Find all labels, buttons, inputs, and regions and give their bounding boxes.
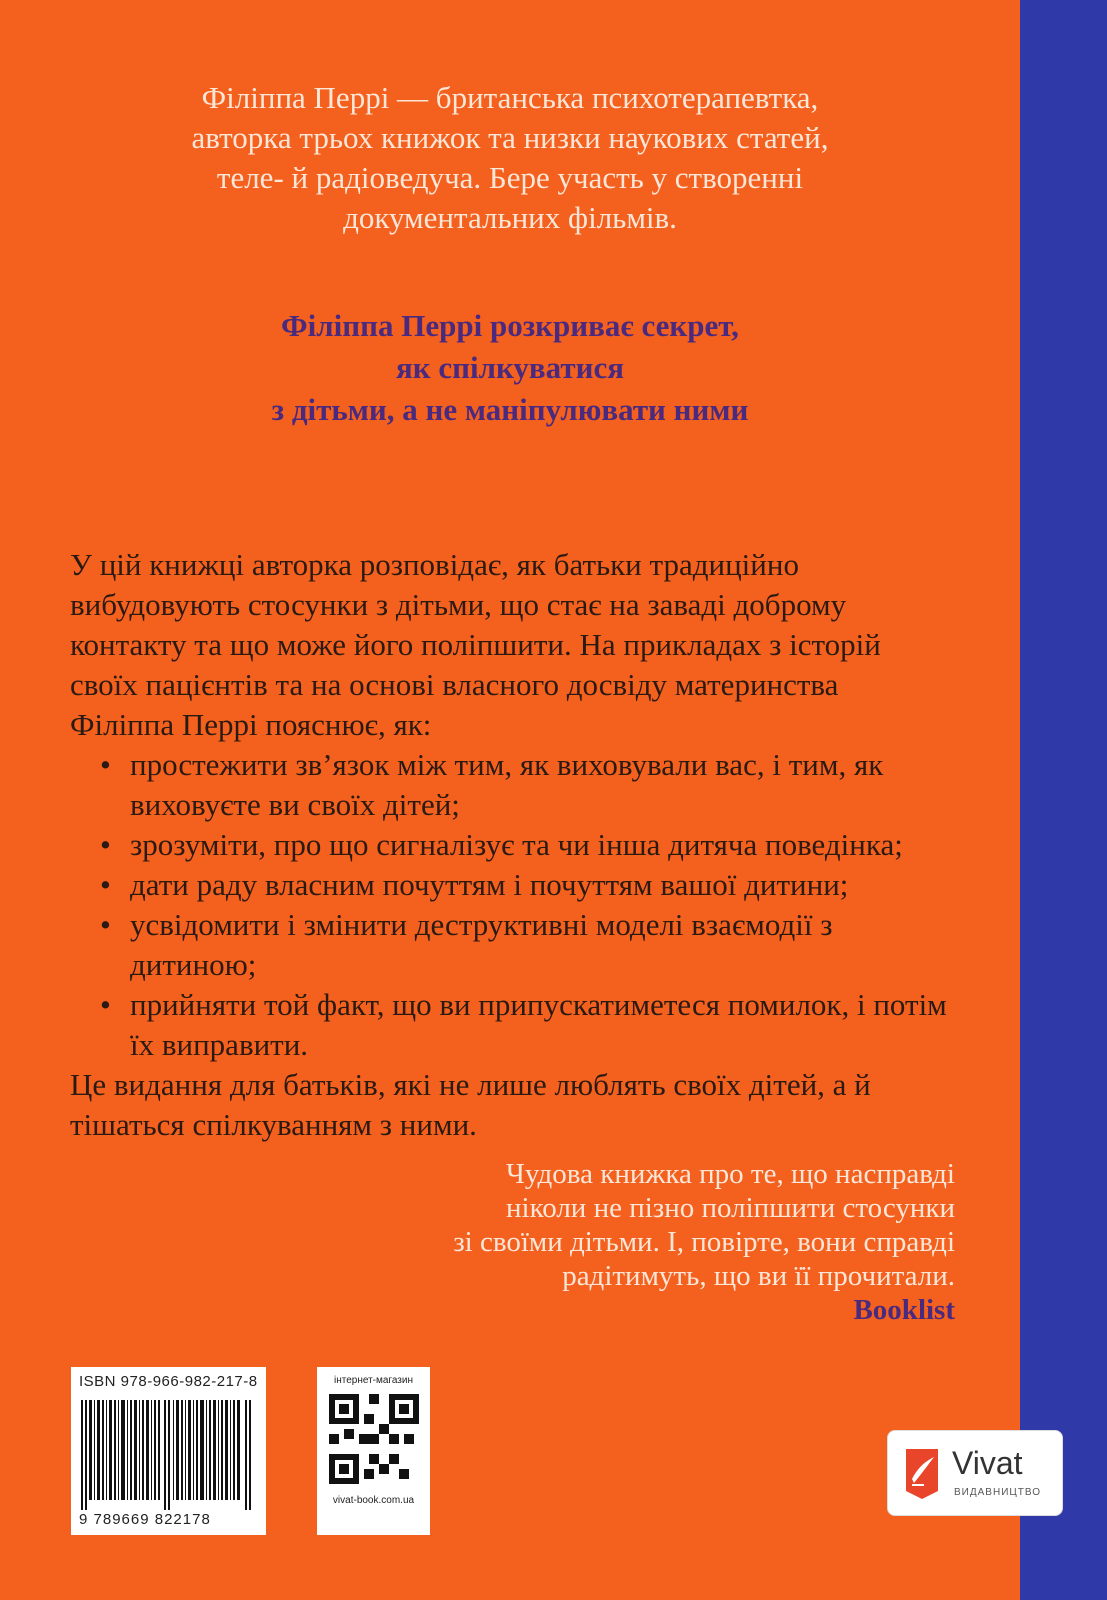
review-quote xyxy=(380,1157,955,1327)
benefits-list xyxy=(70,745,950,1065)
author-bio-line: теле- й радіоведуча. Бере участь у створенні xyxy=(216,160,804,195)
author-bio xyxy=(70,78,950,238)
list-item: • простежити зв’язок між тим, як виховували вас, і тим, як виховуєте ви своїх дітей; xyxy=(70,745,950,825)
quote-source: Booklist xyxy=(853,1294,955,1326)
tagline-line: як спілкуватися xyxy=(396,350,624,385)
quote-line: зі своїми дітьми. І, повірте, вони справді xyxy=(453,1226,955,1258)
author-bio-line: документальних фільмів. xyxy=(343,200,677,235)
vivat-quill-icon xyxy=(902,1445,942,1501)
spine-strip xyxy=(1020,0,1107,1600)
shop-url[interactable]: vivat-book.com.ua xyxy=(332,1495,415,1506)
barcode-icon xyxy=(79,1400,258,1510)
tagline xyxy=(70,305,950,431)
shop-qr-box xyxy=(317,1367,430,1535)
list-item: • усвідомити і змінити деструктивні моделі взаємодії з дитиною; xyxy=(70,905,950,985)
list-item: • дати раду власним почуттям і почуттям вашої дитини; xyxy=(70,865,950,905)
publisher-subtitle: ВИДАВНИЦТВО xyxy=(954,1487,1042,1498)
isbn-barcode-box xyxy=(71,1367,266,1535)
isbn-label: ISBN 978-966-982-217-8 xyxy=(79,1373,258,1390)
quote-line: Чудова книжка про те, що насправді xyxy=(506,1158,955,1190)
publisher-logo xyxy=(887,1430,1063,1516)
list-item: • прийняти той факт, що ви припускатиметеся помилок, і потім їх виправити. xyxy=(70,985,950,1065)
shop-label: інтернет-магазин xyxy=(333,1375,413,1386)
book-description xyxy=(70,545,950,1145)
qr-code-icon xyxy=(329,1394,419,1484)
tagline-line: Філіппа Перрі розкриває секрет, xyxy=(281,308,739,343)
tagline-line: з дітьми, а не маніпулювати ними xyxy=(271,392,749,427)
description-intro: У цій книжці авторка розповідає, як батьки традиційно вибудовують стосунки з дітьми, що стає на заваді доброму контакту та що може його поліпшити. На прикладах з історій своїх пацієнтів та на основі власного досвіду материнства Філіппа Перрі пояснює, як: xyxy=(70,547,881,742)
author-bio-line: авторка трьох книжок та низки наукових статей, xyxy=(191,120,829,155)
list-item: • зрозуміти, про що сигналізує та чи інша дитяча поведінка; xyxy=(70,825,950,865)
quote-line: ніколи не пізно поліпшити стосунки xyxy=(506,1192,955,1224)
author-bio-line: Філіппа Перрі — британська психотерапевтка, xyxy=(201,80,819,115)
description-outro: Це видання для батьків, які не лише люблять своїх дітей, а й тішаться спілкуванням з ними. xyxy=(70,1067,871,1142)
barcode-number: 9 789669 822178 xyxy=(79,1511,211,1528)
publisher-name: Vivat xyxy=(952,1445,1023,1481)
quote-line: радітимуть, що ви її прочитали. xyxy=(562,1260,955,1292)
